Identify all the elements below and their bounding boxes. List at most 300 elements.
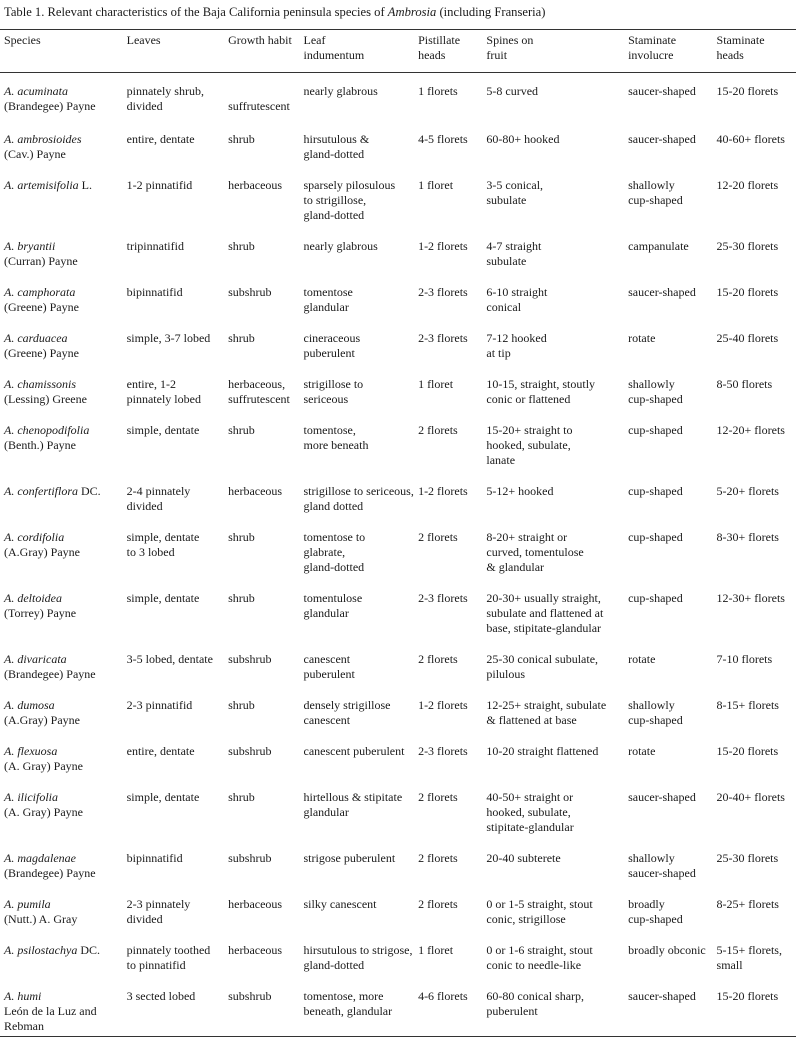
pistillate-cell bbox=[418, 375, 486, 421]
cell-line: 25-30 conical subulate, bbox=[486, 651, 599, 666]
species-name: A. bryantii bbox=[4, 238, 56, 253]
pistillate-cell bbox=[418, 482, 486, 528]
spines-cell bbox=[486, 130, 628, 176]
cell-line: hooked, subulate, bbox=[486, 804, 571, 819]
involucre-cell bbox=[628, 589, 716, 650]
cell-line: 1-2 florets bbox=[418, 238, 468, 253]
cell-line: gland-dotted bbox=[303, 560, 365, 575]
header-growth-habit bbox=[228, 33, 303, 73]
species-name: A. chenopodifolia bbox=[4, 422, 90, 437]
growth-habit-cell bbox=[228, 788, 303, 849]
staminate-heads-cell bbox=[717, 941, 796, 987]
cell-line: cup-shaped bbox=[628, 529, 683, 544]
caption-prefix: Table 1. Relevant characteristics of the Baja California peninsula species of bbox=[4, 5, 388, 19]
cell-line: cup-shaped bbox=[628, 483, 683, 498]
species-name: A. deltoidea bbox=[4, 590, 62, 605]
cell-line: shallowly bbox=[628, 850, 675, 865]
header-line: Staminate bbox=[716, 33, 765, 47]
cell-line: 8-25+ florets bbox=[716, 896, 779, 911]
cell-line: 10-20 straight flattened bbox=[486, 743, 599, 758]
cell-line: herbaceous bbox=[228, 896, 283, 911]
table-row bbox=[0, 130, 796, 176]
leaves-cell bbox=[127, 283, 229, 329]
cell-line: & flattened at base bbox=[486, 712, 577, 727]
indumentum-cell bbox=[304, 130, 419, 176]
staminate-heads-cell bbox=[717, 237, 796, 283]
cell-line: densely strigillose bbox=[303, 697, 391, 712]
cell-line: 8-15+ florets bbox=[716, 697, 779, 712]
cell-line: base, stipitate-glandular bbox=[486, 621, 602, 636]
cell-line: stipitate-glandular bbox=[486, 820, 574, 835]
staminate-heads-cell bbox=[717, 528, 796, 589]
table-row bbox=[0, 589, 796, 650]
cell-line: 15-20 florets bbox=[716, 743, 779, 758]
leaves-cell bbox=[127, 528, 229, 589]
staminate-heads-cell bbox=[717, 375, 796, 421]
cell-line: small bbox=[716, 957, 743, 972]
cell-line: puberulent bbox=[303, 345, 355, 360]
species-name: A. carduacea bbox=[4, 330, 68, 345]
species-authority: (Greene) Payne bbox=[4, 345, 79, 360]
cell-line: 2 florets bbox=[418, 789, 458, 804]
growth-habit-cell bbox=[228, 941, 303, 987]
pistillate-cell bbox=[418, 237, 486, 283]
indumentum-cell bbox=[304, 895, 419, 941]
involucre-cell bbox=[628, 73, 716, 130]
cell-line: rotate bbox=[628, 330, 656, 345]
involucre-cell bbox=[628, 176, 716, 237]
leaves-cell bbox=[127, 742, 229, 788]
staminate-heads-cell bbox=[717, 421, 796, 482]
cell-line: silky canescent bbox=[303, 896, 377, 911]
indumentum-cell bbox=[304, 742, 419, 788]
cell-line: saucer-shaped bbox=[628, 865, 696, 880]
spines-cell bbox=[486, 895, 628, 941]
header-line: Species bbox=[4, 33, 41, 47]
table-row bbox=[0, 849, 796, 895]
leaves-cell bbox=[127, 941, 229, 987]
cell-line: broadly bbox=[628, 896, 665, 911]
indumentum-cell bbox=[304, 375, 419, 421]
table-row bbox=[0, 895, 796, 941]
cell-line: 2-3 pinnately bbox=[126, 896, 191, 911]
cell-line: 20-40 subterete bbox=[486, 850, 561, 865]
cell-line: 60-80 conical sharp, bbox=[486, 988, 585, 1003]
cell-line: pinnately toothed bbox=[126, 942, 211, 957]
species-authority: (Lessing) Greene bbox=[4, 391, 87, 406]
cell-line: subshrub bbox=[228, 988, 272, 1003]
indumentum-cell bbox=[304, 73, 419, 130]
header-spines-on-fruit bbox=[486, 33, 628, 73]
cell-line: 2-3 florets bbox=[418, 284, 468, 299]
species-name: A. magdalenae bbox=[4, 850, 76, 865]
leaves-cell bbox=[127, 895, 229, 941]
cell-line: broadly obconic bbox=[628, 942, 706, 957]
species-cell bbox=[0, 987, 127, 1035]
staminate-heads-cell bbox=[717, 650, 796, 696]
cell-line: shallowly bbox=[628, 177, 675, 192]
cell-line: 8-50 florets bbox=[716, 376, 773, 391]
cell-line: shrub bbox=[228, 422, 255, 437]
growth-habit-cell bbox=[228, 650, 303, 696]
species-cell bbox=[0, 329, 127, 375]
staminate-heads-cell bbox=[717, 329, 796, 375]
cell-line: canescent puberulent bbox=[303, 743, 405, 758]
header-line: Growth habit bbox=[228, 33, 292, 47]
header-line: Spines on bbox=[486, 33, 534, 47]
cell-line: cup-shaped bbox=[628, 712, 683, 727]
staminate-heads-cell bbox=[717, 742, 796, 788]
cell-line: 4-5 florets bbox=[418, 131, 468, 146]
cell-line: 0 or 1-6 straight, stout bbox=[486, 942, 593, 957]
species-cell bbox=[0, 941, 127, 987]
staminate-heads-cell bbox=[717, 130, 796, 176]
cell-line: glandular bbox=[303, 804, 349, 819]
species-authority: (Curran) Payne bbox=[4, 253, 78, 268]
cell-line: herbaceous bbox=[228, 177, 283, 192]
species-authority: DC. bbox=[80, 942, 100, 957]
cell-line: cup-shaped bbox=[628, 590, 683, 605]
cell-line: sericeous bbox=[303, 391, 349, 406]
species-authority: DC. bbox=[81, 483, 101, 498]
species-authority: (A. Gray) Payne bbox=[4, 804, 83, 819]
cell-line: simple, dentate bbox=[126, 422, 200, 437]
table-body bbox=[0, 73, 796, 1035]
caption-genus: Ambrosia bbox=[387, 5, 437, 19]
cell-line: saucer-shaped bbox=[628, 284, 696, 299]
cell-line: 5-20+ florets bbox=[716, 483, 779, 498]
leaves-cell bbox=[127, 421, 229, 482]
involucre-cell bbox=[628, 528, 716, 589]
table-row bbox=[0, 237, 796, 283]
involucre-cell bbox=[628, 849, 716, 895]
indumentum-cell bbox=[304, 696, 419, 742]
growth-habit-cell bbox=[228, 130, 303, 176]
cell-line: 2-4 pinnately bbox=[126, 483, 191, 498]
cell-line: tomentose, bbox=[303, 422, 356, 437]
cell-line: entire, dentate bbox=[126, 743, 195, 758]
cell-line: gland-dotted bbox=[303, 146, 365, 161]
pistillate-cell bbox=[418, 987, 486, 1035]
cell-line: strigillose to bbox=[303, 376, 364, 391]
cell-line: glandular bbox=[303, 605, 349, 620]
pistillate-cell bbox=[418, 742, 486, 788]
cell-line: 5-12+ hooked bbox=[486, 483, 554, 498]
cell-line: to strigillose, bbox=[303, 192, 367, 207]
species-cell bbox=[0, 73, 127, 130]
header-row bbox=[0, 33, 796, 73]
header-line: heads bbox=[716, 48, 744, 63]
growth-habit-cell bbox=[228, 375, 303, 421]
leaves-cell bbox=[127, 650, 229, 696]
cell-line: divided bbox=[126, 498, 163, 513]
species-cell bbox=[0, 742, 127, 788]
staminate-heads-cell bbox=[717, 788, 796, 849]
involucre-cell bbox=[628, 742, 716, 788]
cell-line: cup-shaped bbox=[628, 192, 683, 207]
species-authority: (Brandegee) Payne bbox=[4, 666, 96, 681]
cell-line: 7-10 florets bbox=[716, 651, 773, 666]
cell-line: simple, dentate bbox=[126, 789, 200, 804]
cell-line: curved, tomentulose bbox=[486, 544, 584, 559]
cell-line: 40-60+ florets bbox=[716, 131, 785, 146]
species-name: A. artemisifolia bbox=[4, 177, 79, 192]
header-pistillate-heads bbox=[418, 33, 486, 73]
pistillate-cell bbox=[418, 941, 486, 987]
cell-line: conical bbox=[486, 299, 522, 314]
cell-line: shrub bbox=[228, 330, 255, 345]
involucre-cell bbox=[628, 130, 716, 176]
table-row bbox=[0, 329, 796, 375]
cell-line: pinnately lobed bbox=[126, 391, 201, 406]
involucre-cell bbox=[628, 237, 716, 283]
cell-line: campanulate bbox=[628, 238, 689, 253]
spines-cell bbox=[486, 176, 628, 237]
cell-line: suffrutescent bbox=[228, 391, 290, 406]
header-line: Leaves bbox=[126, 33, 161, 47]
species-authority: (Benth.) Payne bbox=[4, 437, 76, 452]
cell-line: 2-3 pinnatifid bbox=[126, 697, 193, 712]
involucre-cell bbox=[628, 482, 716, 528]
species-cell bbox=[0, 421, 127, 482]
pistillate-cell bbox=[418, 589, 486, 650]
cell-line: hirsutulous & bbox=[303, 131, 370, 146]
involucre-cell bbox=[628, 375, 716, 421]
species-cell bbox=[0, 130, 127, 176]
table-row bbox=[0, 696, 796, 742]
cell-line: 1 floret bbox=[418, 177, 454, 192]
cell-line: tomentose, more bbox=[303, 988, 384, 1003]
spines-cell bbox=[486, 696, 628, 742]
cell-line: to 3 lobed bbox=[126, 544, 175, 559]
growth-habit-cell bbox=[228, 73, 303, 130]
pistillate-cell bbox=[418, 650, 486, 696]
cell-line: 20-40+ florets bbox=[716, 789, 785, 804]
leaves-cell bbox=[127, 589, 229, 650]
involucre-cell bbox=[628, 788, 716, 849]
caption-suffix: (including Franseria) bbox=[436, 5, 546, 19]
cell-line: cineraceous bbox=[303, 330, 361, 345]
pistillate-cell bbox=[418, 176, 486, 237]
species-name: A. divaricata bbox=[4, 651, 67, 666]
cell-line: herbaceous, bbox=[228, 376, 286, 391]
header-line: heads bbox=[418, 48, 446, 63]
cell-line: 2 florets bbox=[418, 422, 458, 437]
cell-line: lanate bbox=[486, 453, 516, 468]
leaves-cell bbox=[127, 237, 229, 283]
cell-line: 12-25+ straight, subulate bbox=[486, 697, 607, 712]
pistillate-cell bbox=[418, 283, 486, 329]
species-name: A. flexuosa bbox=[4, 743, 58, 758]
species-cell bbox=[0, 696, 127, 742]
growth-habit-cell bbox=[228, 895, 303, 941]
cell-line: 2 florets bbox=[418, 850, 458, 865]
cell-line: & glandular bbox=[486, 560, 545, 575]
cell-line: simple, dentate bbox=[126, 590, 200, 605]
species-cell bbox=[0, 176, 127, 237]
indumentum-cell bbox=[304, 176, 419, 237]
table-row bbox=[0, 742, 796, 788]
cell-line: 40-50+ straight or bbox=[486, 789, 574, 804]
cell-line: puberulent bbox=[486, 1003, 538, 1018]
cell-line: shrub bbox=[228, 238, 255, 253]
leaves-cell bbox=[127, 375, 229, 421]
cell-line: sparsely pilosulous bbox=[303, 177, 396, 192]
staminate-heads-cell bbox=[717, 987, 796, 1035]
leaves-cell bbox=[127, 482, 229, 528]
leaves-cell bbox=[127, 176, 229, 237]
cell-line: cup-shaped bbox=[628, 422, 683, 437]
leaves-cell bbox=[127, 130, 229, 176]
species-cell bbox=[0, 237, 127, 283]
cell-line: cup-shaped bbox=[628, 391, 683, 406]
species-authority: L. bbox=[81, 177, 93, 192]
cell-line: 2-3 florets bbox=[418, 743, 468, 758]
cell-line: to pinnatifid bbox=[126, 957, 186, 972]
cell-line: 25-30 florets bbox=[716, 850, 779, 865]
cell-line: saucer-shaped bbox=[628, 131, 696, 146]
cell-line: gland-dotted bbox=[303, 208, 365, 223]
cell-line: 60-80+ hooked bbox=[486, 131, 560, 146]
indumentum-cell bbox=[304, 283, 419, 329]
cell-line: shallowly bbox=[628, 697, 675, 712]
indumentum-cell bbox=[304, 849, 419, 895]
leaves-cell bbox=[127, 849, 229, 895]
spines-cell bbox=[486, 941, 628, 987]
cell-line: 15-20+ straight to bbox=[486, 422, 573, 437]
cell-line: 12-30+ florets bbox=[716, 590, 785, 605]
cell-line: bipinnatifid bbox=[126, 284, 183, 299]
species-cell bbox=[0, 375, 127, 421]
staminate-heads-cell bbox=[717, 849, 796, 895]
indumentum-cell bbox=[304, 941, 419, 987]
cell-line: saucer-shaped bbox=[628, 789, 696, 804]
cell-line: 15-20 florets bbox=[716, 284, 779, 299]
involucre-cell bbox=[628, 283, 716, 329]
table-row bbox=[0, 788, 796, 849]
pistillate-cell bbox=[418, 895, 486, 941]
cell-line: 4-7 straight bbox=[486, 238, 542, 253]
species-authority: León de la Luz and Rebman bbox=[4, 1003, 97, 1034]
cell-line: subshrub bbox=[228, 651, 272, 666]
cell-line: hirtellous & stipitate bbox=[303, 789, 403, 804]
header-line: fruit bbox=[486, 48, 508, 63]
cell-line: 1-2 florets bbox=[418, 483, 468, 498]
cell-line: pilulous bbox=[486, 666, 526, 681]
species-name: A. ambrosioides bbox=[4, 131, 82, 146]
table-row bbox=[0, 283, 796, 329]
cell-line: conic, strigillose bbox=[486, 911, 566, 926]
growth-habit-cell bbox=[228, 589, 303, 650]
indumentum-cell bbox=[304, 237, 419, 283]
spines-cell bbox=[486, 375, 628, 421]
species-name: A. pumila bbox=[4, 896, 51, 911]
header-species bbox=[0, 33, 127, 73]
cell-line: bipinnatifid bbox=[126, 850, 183, 865]
table-header bbox=[0, 33, 796, 73]
cell-line: subulate and flattened at bbox=[486, 605, 604, 620]
species-name: A. camphorata bbox=[4, 284, 76, 299]
cell-line: 15-20 florets bbox=[716, 988, 779, 1003]
spines-cell bbox=[486, 788, 628, 849]
cell-line: tomentose bbox=[303, 284, 353, 299]
pistillate-cell bbox=[418, 130, 486, 176]
cell-line: nearly glabrous bbox=[303, 238, 378, 253]
cell-line: 3-5 conical, bbox=[486, 177, 544, 192]
staminate-heads-cell bbox=[717, 696, 796, 742]
cell-line: shrub bbox=[228, 131, 255, 146]
pistillate-cell bbox=[418, 528, 486, 589]
species-cell bbox=[0, 589, 127, 650]
cell-line: herbaceous bbox=[228, 483, 283, 498]
cell-line: tomentulose bbox=[303, 590, 363, 605]
species-name: A. dumosa bbox=[4, 697, 55, 712]
cell-line: 10-15, straight, stoutly bbox=[486, 376, 596, 391]
cell-line: divided bbox=[126, 99, 163, 114]
cell-line: pinnately shrub, bbox=[126, 84, 204, 98]
table-row bbox=[0, 650, 796, 696]
header-leaf-indumentum bbox=[304, 33, 419, 73]
pistillate-cell bbox=[418, 73, 486, 130]
species-name: A. cordifolia bbox=[4, 529, 65, 544]
cell-line: conic to needle-like bbox=[486, 957, 582, 972]
spines-cell bbox=[486, 482, 628, 528]
cell-line: shrub bbox=[228, 529, 255, 544]
header-staminate-heads bbox=[717, 33, 796, 73]
involucre-cell bbox=[628, 696, 716, 742]
header-line: involucre bbox=[628, 48, 674, 63]
cell-line: shrub bbox=[228, 590, 255, 605]
involucre-cell bbox=[628, 329, 716, 375]
species-authority: (Greene) Payne bbox=[4, 299, 79, 314]
cell-line: strigose puberulent bbox=[303, 850, 396, 865]
indumentum-cell bbox=[304, 421, 419, 482]
growth-habit-cell bbox=[228, 528, 303, 589]
cell-line: glabrate, bbox=[303, 544, 346, 559]
indumentum-cell bbox=[304, 788, 419, 849]
cell-line: 25-40 florets bbox=[716, 330, 779, 345]
cell-line: 12-20 florets bbox=[716, 177, 779, 192]
table-row bbox=[0, 375, 796, 421]
cell-line: tripinnatifid bbox=[126, 238, 184, 253]
cell-line: glandular bbox=[303, 299, 349, 314]
cell-line: 4-6 florets bbox=[418, 988, 468, 1003]
leaves-cell bbox=[127, 696, 229, 742]
cell-line: hirsutulous to strigose, bbox=[303, 942, 413, 957]
species-authority: (Cav.) Payne bbox=[4, 146, 66, 161]
species-authority: (Torrey) Payne bbox=[4, 605, 77, 620]
header-leaves bbox=[127, 33, 229, 73]
cell-line: at tip bbox=[486, 345, 511, 360]
cell-line: 12-20+ florets bbox=[716, 422, 785, 437]
header-staminate-involucre bbox=[628, 33, 716, 73]
species-authority: (A.Gray) Payne bbox=[4, 544, 80, 559]
cell-line: 15-20 florets bbox=[716, 84, 779, 98]
cell-line: shallowly bbox=[628, 376, 675, 391]
cell-line: conic or flattened bbox=[486, 391, 571, 406]
cell-line: 6-10 straight bbox=[486, 284, 548, 299]
cell-line: 0 or 1-5 straight, stout bbox=[486, 896, 593, 911]
cell-line: 1-2 pinnatifid bbox=[126, 177, 193, 192]
cell-line: entire, 1-2 bbox=[126, 376, 176, 391]
cell-line: 5-15+ florets, bbox=[716, 942, 782, 957]
indumentum-cell bbox=[304, 528, 419, 589]
species-authority: (Nutt.) A. Gray bbox=[4, 911, 78, 926]
cell-line: nearly glabrous bbox=[303, 84, 378, 98]
spines-cell bbox=[486, 849, 628, 895]
cell-line: rotate bbox=[628, 743, 656, 758]
leaves-cell bbox=[127, 73, 229, 130]
